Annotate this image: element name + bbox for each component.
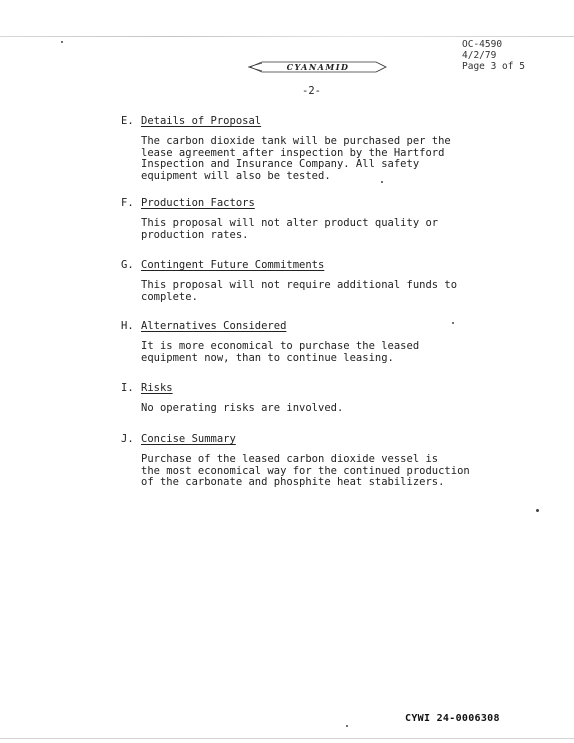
body-line: Purchase of the leased carbon dioxide vessel is — [141, 453, 439, 465]
section-body — [141, 280, 471, 303]
section-body — [141, 136, 471, 182]
section-title: Production Factors — [141, 197, 255, 209]
section-heading — [121, 115, 261, 127]
body-line: No operating risks are involved. — [141, 402, 344, 414]
doc-date: 4/2/79 — [462, 50, 497, 61]
section-letter: G. — [121, 259, 134, 271]
section-body — [141, 403, 471, 415]
section-heading — [121, 382, 173, 394]
scan-speck — [61, 41, 63, 43]
document-meta — [462, 39, 525, 72]
body-line: equipment will also be tested. — [141, 169, 331, 182]
section-title: Concise Summary — [141, 433, 236, 445]
page-label: Page 3 of 5 — [462, 61, 525, 72]
logo-text: CYANAMID — [286, 62, 350, 72]
body-line: of the carbonate and phosphite heat stabilizers. — [141, 476, 445, 488]
page-number: -2- — [302, 85, 321, 97]
body-line: This proposal will not alter product quality or — [141, 217, 439, 229]
section-letter: I. — [121, 382, 134, 394]
section-body — [141, 454, 471, 489]
body-line: It is more economical to purchase the leased — [141, 340, 420, 352]
body-line: Inspection and Insurance Company. All safety — [141, 158, 420, 170]
section-body — [141, 341, 471, 364]
scan-speck — [536, 509, 539, 512]
section-letter: F. — [121, 197, 134, 209]
cyanamid-logo — [248, 60, 388, 74]
body-line: complete. — [141, 290, 198, 303]
section-heading — [121, 433, 236, 445]
section-body — [141, 218, 471, 241]
section-letter: E. — [121, 115, 134, 127]
section-heading — [121, 320, 286, 332]
body-line: The carbon dioxide tank will be purchased per the — [141, 135, 451, 147]
section-heading — [121, 259, 324, 271]
doc-number: OC-4590 — [462, 39, 503, 50]
section-title: Contingent Future Commitments — [141, 259, 325, 271]
bates-number: CYWI 24-0006308 — [405, 713, 500, 724]
section-letter: J. — [121, 433, 134, 445]
section-heading — [121, 197, 255, 209]
body-line: equipment now, than to continue leasing. — [141, 351, 394, 364]
body-line: the most economical way for the continued production — [141, 464, 470, 477]
body-line: production rates. — [141, 228, 249, 241]
section-title: Details of Proposal — [141, 115, 262, 127]
body-line: This proposal will not require additional funds to — [141, 279, 458, 291]
section-letter: H. — [121, 320, 134, 332]
bottom-scan-line — [0, 738, 574, 739]
body-line: lease agreement after inspection by the Hartford — [141, 146, 445, 159]
scan-speck — [452, 322, 454, 324]
top-scan-line — [0, 36, 574, 37]
section-title: Risks — [141, 382, 173, 394]
scan-speck — [381, 181, 383, 183]
section-title: Alternatives Considered — [141, 320, 287, 332]
scan-speck — [346, 725, 348, 727]
